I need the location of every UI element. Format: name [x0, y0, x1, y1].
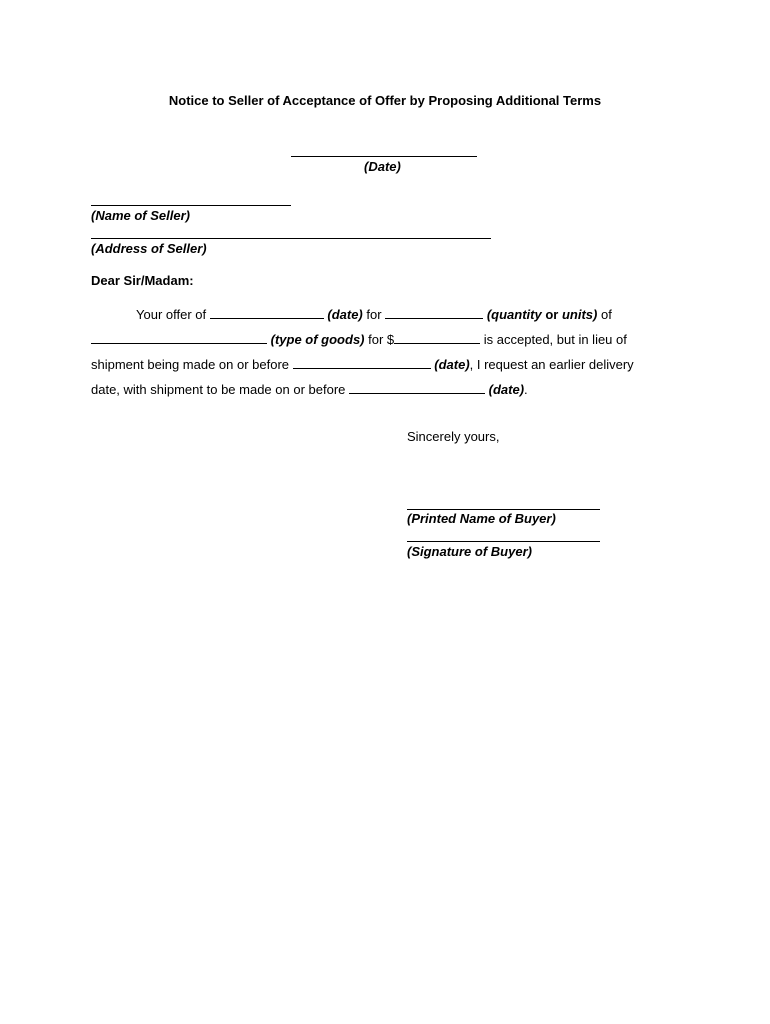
quantity-blank[interactable] [385, 306, 483, 319]
body-line-1 [136, 306, 612, 323]
body-text: or [545, 307, 559, 322]
type-of-goods-blank[interactable] [91, 331, 267, 344]
price-blank[interactable] [394, 331, 480, 344]
seller-address-line[interactable] [91, 238, 491, 239]
document-title: Notice to Seller of Acceptance of Offer by Proposing Additional Terms [168, 93, 602, 108]
body-text: shipment being made on or before [91, 357, 290, 372]
signature-label: (Signature of Buyer) [407, 544, 532, 559]
closing: Sincerely yours, [407, 429, 500, 444]
body-text: (date) [434, 357, 470, 372]
body-line-4 [91, 381, 528, 398]
body-text: units) [561, 307, 598, 322]
body-text: Your offer of [136, 307, 207, 322]
body-text: (date) [488, 382, 525, 397]
printed-name-label: (Printed Name of Buyer) [407, 511, 556, 526]
printed-name-line[interactable] [407, 509, 600, 510]
body-text: . [524, 382, 528, 397]
signature-line[interactable] [407, 541, 600, 542]
salutation: Dear Sir/Madam: [91, 273, 194, 288]
body-text: , I request an earlier delivery [469, 357, 634, 372]
body-line-2 [91, 331, 627, 348]
body-text: for [366, 307, 382, 322]
date-line[interactable] [291, 156, 477, 157]
body-text: is accepted, but in lieu of [483, 332, 627, 347]
body-line-3 [91, 356, 634, 373]
body-text: (date) [327, 307, 363, 322]
body-text: for $ [368, 332, 395, 347]
seller-name-label: (Name of Seller) [91, 208, 190, 223]
offer-date-blank[interactable] [210, 306, 324, 319]
body-text: of [600, 307, 612, 322]
earlier-shipment-date-blank[interactable] [349, 381, 485, 394]
body-text: (type of goods) [270, 332, 365, 347]
seller-name-line[interactable] [91, 205, 291, 206]
date-label: (Date) [364, 159, 401, 174]
shipment-date-blank[interactable] [293, 356, 431, 369]
body-text: date, with shipment to be made on or before [91, 382, 346, 397]
body-text: (quantity [486, 307, 542, 322]
seller-address-label: (Address of Seller) [91, 241, 207, 256]
